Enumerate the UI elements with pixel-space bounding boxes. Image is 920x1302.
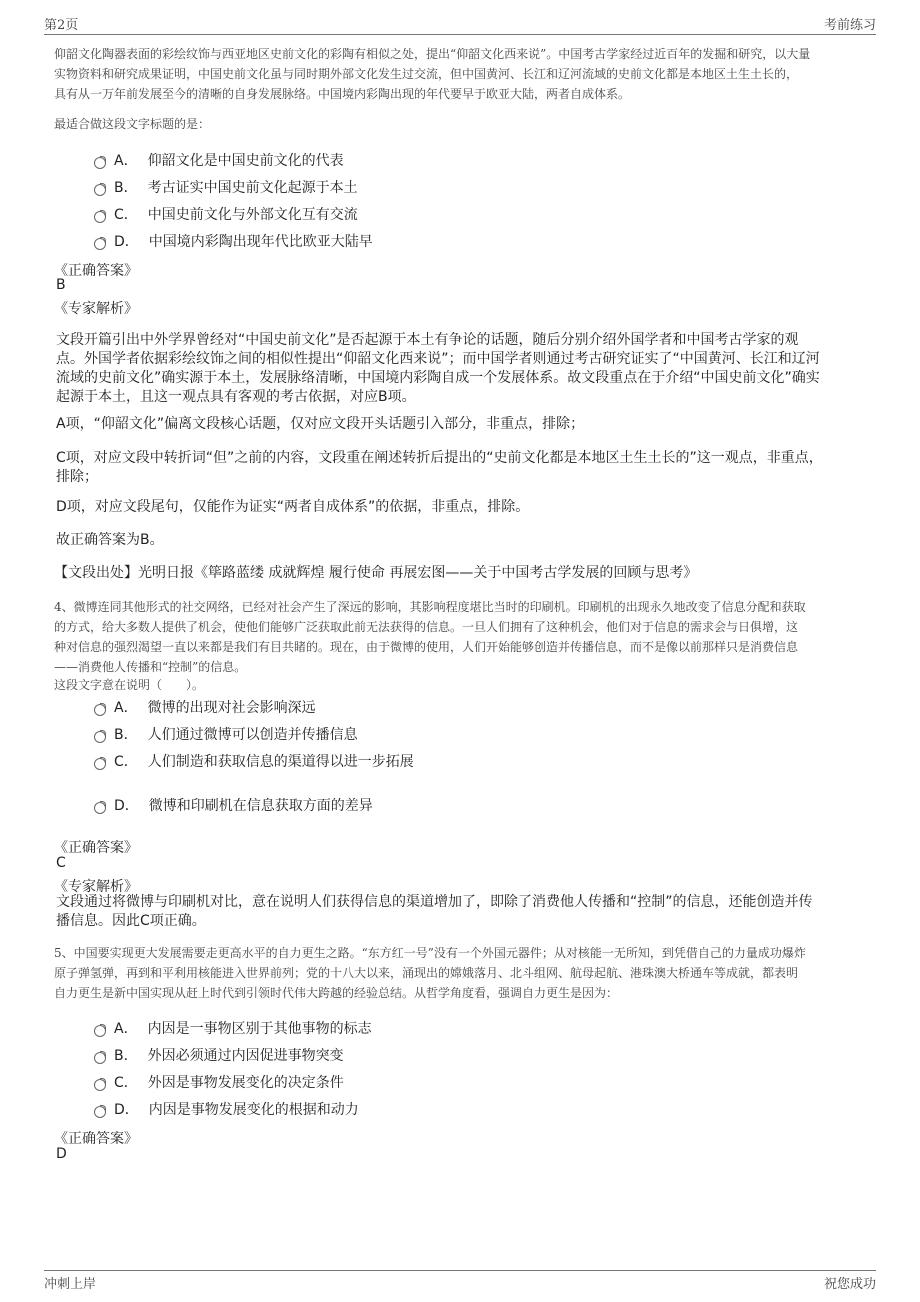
option-text: 仰韶文化是中国史前文化的代表 — [147, 153, 344, 169]
option-key: C． — [114, 1075, 138, 1091]
footer-right: 祝您成功 — [823, 1277, 876, 1292]
passage-line: 原子弹氢弹，再到和平利用核能进入世界前列；党的十八大以来，涌现出的嫦娥落月、北斗组网、航母起航、港珠澳大桥通车等成就，都表明 — [54, 966, 799, 980]
q5-option-c[interactable] — [94, 1072, 344, 1092]
radio-icon[interactable] — [94, 802, 106, 814]
q3-analysis-p3 — [56, 449, 876, 487]
header-title: 考前练习 — [823, 18, 876, 33]
q5-answer-label: 《正确答案》 — [54, 1131, 138, 1147]
passage-line: ——消费他人传播和“控制”的信息。 — [54, 660, 247, 674]
header-rule — [44, 34, 876, 35]
q3-option-a[interactable] — [94, 150, 344, 170]
q3-option-d[interactable] — [94, 231, 373, 251]
q5-option-a[interactable] — [94, 1018, 372, 1038]
radio-icon[interactable] — [94, 704, 106, 716]
q3-option-b[interactable] — [94, 177, 358, 197]
option-key: D． — [114, 234, 139, 250]
q3-analysis-p5 — [56, 531, 876, 550]
q4-analysis-label: 《专家解析》 — [54, 879, 138, 895]
option-key: A． — [114, 1021, 138, 1037]
analysis-line: 文段通过将微博与印刷机对比，意在说明人们获得信息的渠道增加了，即除了消费他人传播和“控制”的信息，还能创造并传 — [56, 894, 813, 910]
q3-analysis-p1 — [56, 331, 876, 407]
option-text: 微博和印刷机在信息获取方面的差异 — [148, 798, 373, 814]
analysis-line: 起源于本土，且这一观点具有客观的考古依据，对应B项。 — [56, 389, 416, 405]
q3-source: 【文段出处】光明日报《筚路蓝缕 成就辉煌 履行使命 再展宏图——关于中国考古学发展的回顾与思考》 — [54, 565, 698, 581]
analysis-line: C项，对应文段中转折词“但”之前的内容，文段重在阐述转折后提出的“史前文化都是本地区土生土长的”这一观点，非重点， — [56, 450, 823, 466]
option-key: C． — [114, 207, 138, 223]
q5-option-b[interactable] — [94, 1045, 344, 1065]
q5-passage — [54, 943, 874, 1003]
analysis-line: 播信息。因此C项正确。 — [56, 913, 206, 929]
passage-line: 自力更生是新中国实现从赶上时代到引领时代伟大跨越的经验总结。从哲学角度看，强调自力更生是因为： — [54, 986, 619, 1000]
analysis-line: D项，对应文段尾句，仅能作为证实“两者自成体系”的依据，非重点，排除。 — [56, 499, 530, 515]
analysis-line: 点。外国学者依据彩绘纹饰之间的相似性提出“仰韶文化西来说”；而中国学者则通过考古研究证实了“中国黄河、长江和辽河 — [56, 351, 820, 367]
analysis-line: 文段开篇引出中外学界曾经对“中国史前文化”是否起源于本土有争论的话题，随后分别介绍外国学者和中国考古学家的观 — [56, 332, 799, 348]
option-text: 内因是事物发展变化的根据和动力 — [148, 1102, 359, 1118]
q3-answer: B — [56, 277, 66, 293]
q4-option-b[interactable] — [94, 724, 358, 744]
option-key: D． — [114, 1102, 139, 1118]
q4-question: 这段文字意在说明（ ）。 — [54, 678, 205, 692]
radio-icon[interactable] — [94, 238, 106, 250]
q3-answer-label: 《正确答案》 — [54, 263, 138, 279]
passage-line: 4、微博连同其他形式的社交网络，已经对社会产生了深远的影响，其影响程度堪比当时的印刷机。印刷机的出现永久地改变了信息分配和获取 — [54, 600, 806, 614]
radio-icon[interactable] — [94, 1106, 106, 1118]
analysis-line: 流域的史前文化”确实源于本土，发展脉络清晰，中国境内彩陶自成一个发展体系。故文段重点在于介绍“中国史前文化”确实 — [56, 370, 820, 386]
q4-answer: C — [56, 855, 66, 871]
option-text: 人们通过微博可以创造并传播信息 — [147, 727, 358, 743]
option-text: 外因必须通过内因促进事物突变 — [147, 1048, 344, 1064]
option-text: 微博的出现对社会影响深远 — [147, 700, 316, 716]
option-text: 中国史前文化与外部文化互有交流 — [147, 207, 358, 223]
q4-answer-label: 《正确答案》 — [54, 840, 138, 856]
radio-icon[interactable] — [94, 211, 106, 223]
option-text: 人们制造和获取信息的渠道得以进一步拓展 — [147, 754, 414, 770]
option-key: B． — [114, 727, 138, 743]
option-key: B． — [114, 1048, 138, 1064]
passage-line: 实物资料和研究成果证明，中国史前文化虽与同时期外部文化发生过交流，但中国黄河、长江和辽河流域的史前文化都是本地区土生土长的， — [54, 67, 799, 81]
option-key: A． — [114, 153, 138, 169]
q4-option-d[interactable] — [94, 795, 373, 815]
radio-icon[interactable] — [94, 731, 106, 743]
footer-rule — [44, 1270, 876, 1271]
page-number: 第2页 — [44, 18, 79, 33]
radio-icon[interactable] — [94, 1025, 106, 1037]
q3-analysis-label: 《专家解析》 — [54, 301, 138, 317]
q4-option-a[interactable] — [94, 697, 316, 717]
q4-option-c[interactable] — [94, 751, 414, 771]
q4-passage — [54, 597, 874, 677]
option-text: 内因是一事物区别于其他事物的标志 — [147, 1021, 372, 1037]
passage-line: 的方式，给大多数人提供了机会，使他们能够广泛获取此前无法获得的信息。一旦人们拥有了这种机会，他们对于信息的需求会与日俱增，这 — [54, 620, 799, 634]
q3-passage — [54, 44, 874, 104]
q3-option-c[interactable] — [94, 204, 358, 224]
q3-analysis-p2 — [56, 415, 876, 434]
radio-icon[interactable] — [94, 1052, 106, 1064]
option-key: B． — [114, 180, 138, 196]
radio-icon[interactable] — [94, 157, 106, 169]
q4-analysis — [56, 893, 876, 931]
passage-line: 5、中国要实现更大发展需要走更高水平的自力更生之路。“东方红一号”没有一个外国元器件；从对核能一无所知，到凭借自己的力量成功爆炸 — [54, 946, 806, 960]
footer-left: 冲刺上岸 — [44, 1277, 97, 1292]
passage-line: 具有从一万年前发展至今的清晰的自身发展脉络。中国境内彩陶出现的年代要早于欧亚大陆，两者自成体系。 — [54, 87, 631, 101]
q3-analysis-p4 — [56, 498, 876, 517]
option-text: 考古证实中国史前文化起源于本土 — [147, 180, 358, 196]
option-key: C． — [114, 754, 138, 770]
option-text: 外因是事物发展变化的决定条件 — [147, 1075, 344, 1091]
analysis-line: 故正确答案为B。 — [56, 532, 164, 548]
q5-option-d[interactable] — [94, 1099, 359, 1119]
option-key: D． — [114, 798, 139, 814]
radio-icon[interactable] — [94, 758, 106, 770]
q5-answer: D — [56, 1146, 67, 1162]
q3-question: 最适合做这段文字标题的是： — [54, 117, 211, 131]
analysis-line: A项，“仰韶文化”偏离文段核心话题，仅对应文段开头话题引入部分，非重点，排除； — [56, 416, 585, 432]
analysis-line: 排除； — [56, 469, 98, 485]
radio-icon[interactable] — [94, 1079, 106, 1091]
option-key: A． — [114, 700, 138, 716]
option-text: 中国境内彩陶出现年代比欧亚大陆早 — [148, 234, 373, 250]
passage-line: 种对信息的强烈渴望一直以来都是我们有目共睹的。现在，由于微博的使用，人们开始能够创造并传播信息，而不是像以前那样只是消费信息 — [54, 640, 799, 654]
radio-icon[interactable] — [94, 184, 106, 196]
passage-line: 仰韶文化陶器表面的彩绘纹饰与西亚地区史前文化的彩陶有相似之处，提出“仰韶文化西来说”。中国考古学家经过近百年的发掘和研究，以大量 — [54, 47, 811, 61]
